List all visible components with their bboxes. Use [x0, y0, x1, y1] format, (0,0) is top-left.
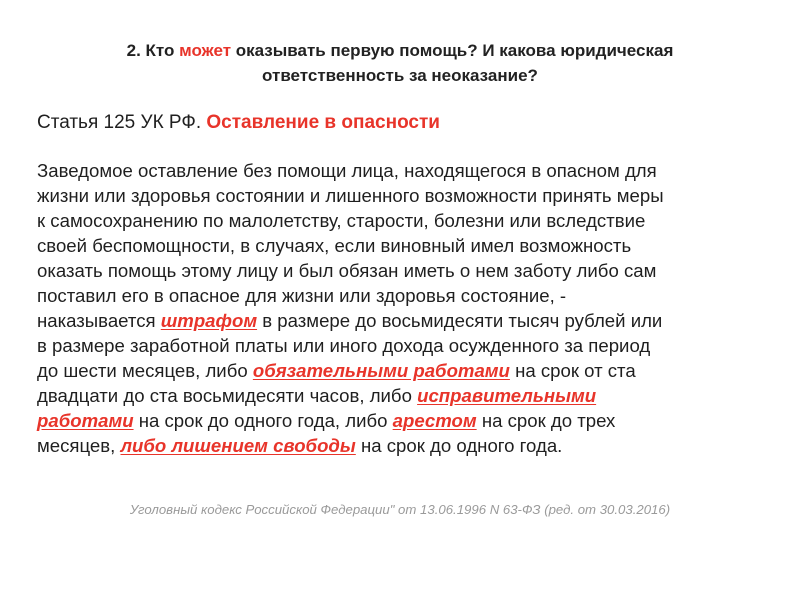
body-line-7a: наказывается	[37, 310, 161, 331]
penalty-correctional-2: работами	[37, 410, 134, 431]
body-line-12b: на срок до одного года.	[355, 435, 563, 456]
penalty-imprisonment: либо лишением свободы	[120, 435, 356, 456]
body-line-8: в размере заработной платы или иного дохода осужденного за период	[37, 335, 651, 356]
penalty-mandatory-work: обязательными работами	[252, 360, 510, 381]
body-line-2: жизни или здоровья состоянии и лишенного возможности принять меры	[37, 185, 664, 206]
body-line-4: своей беспомощности, в случаях, если виновный имел возможность	[37, 235, 632, 256]
article-prefix: Статья 125 УК РФ.	[37, 112, 207, 133]
body-line-11b: на срок до трех	[476, 410, 616, 431]
body-line-6: поставил его в опасное для жизни или здоровья состояние, -	[37, 285, 567, 306]
penalty-correctional-1: исправительными	[417, 385, 597, 406]
body-line-9b: на срок от ста	[509, 360, 636, 381]
body-line-11a: на срок до одного года, либо	[133, 410, 393, 431]
title-accent: может	[179, 41, 232, 60]
body-line-1: Заведомое оставление без помощи лица, находящегося в опасном для	[37, 160, 657, 181]
article-name: Оставление в опасности	[206, 112, 440, 133]
title-part2: оказывать первую помощь? И какова юридическая	[231, 41, 674, 60]
body-line-12a: месяцев,	[37, 435, 121, 456]
source-citation: Уголовный кодекс Российской Федерации" от 13.06.1996 N 63-ФЗ (ред. от 30.03.2016)	[129, 502, 671, 517]
title-part1: 2. Кто	[126, 41, 180, 60]
slide-title	[40, 38, 760, 88]
body-line-10a: двадцати до ста восьмидесяти часов, либо	[37, 385, 418, 406]
article-text	[37, 158, 772, 458]
body-line-5: оказать помощь этому лицу и был обязан иметь о нем заботу либо сам	[37, 260, 657, 281]
body-line-9a: до шести месяцев, либо	[37, 360, 253, 381]
title-line2: ответственность за неоказание?	[262, 66, 538, 85]
penalty-arrest: арестом	[392, 410, 477, 431]
body-line-3: к самосохранению по малолетству, старости, болезни или вследствие	[37, 210, 646, 231]
article-heading	[37, 110, 440, 136]
body-line-7b: в размере до восьмидесяти тысяч рублей или	[257, 310, 663, 331]
penalty-fine: штрафом	[160, 310, 258, 331]
